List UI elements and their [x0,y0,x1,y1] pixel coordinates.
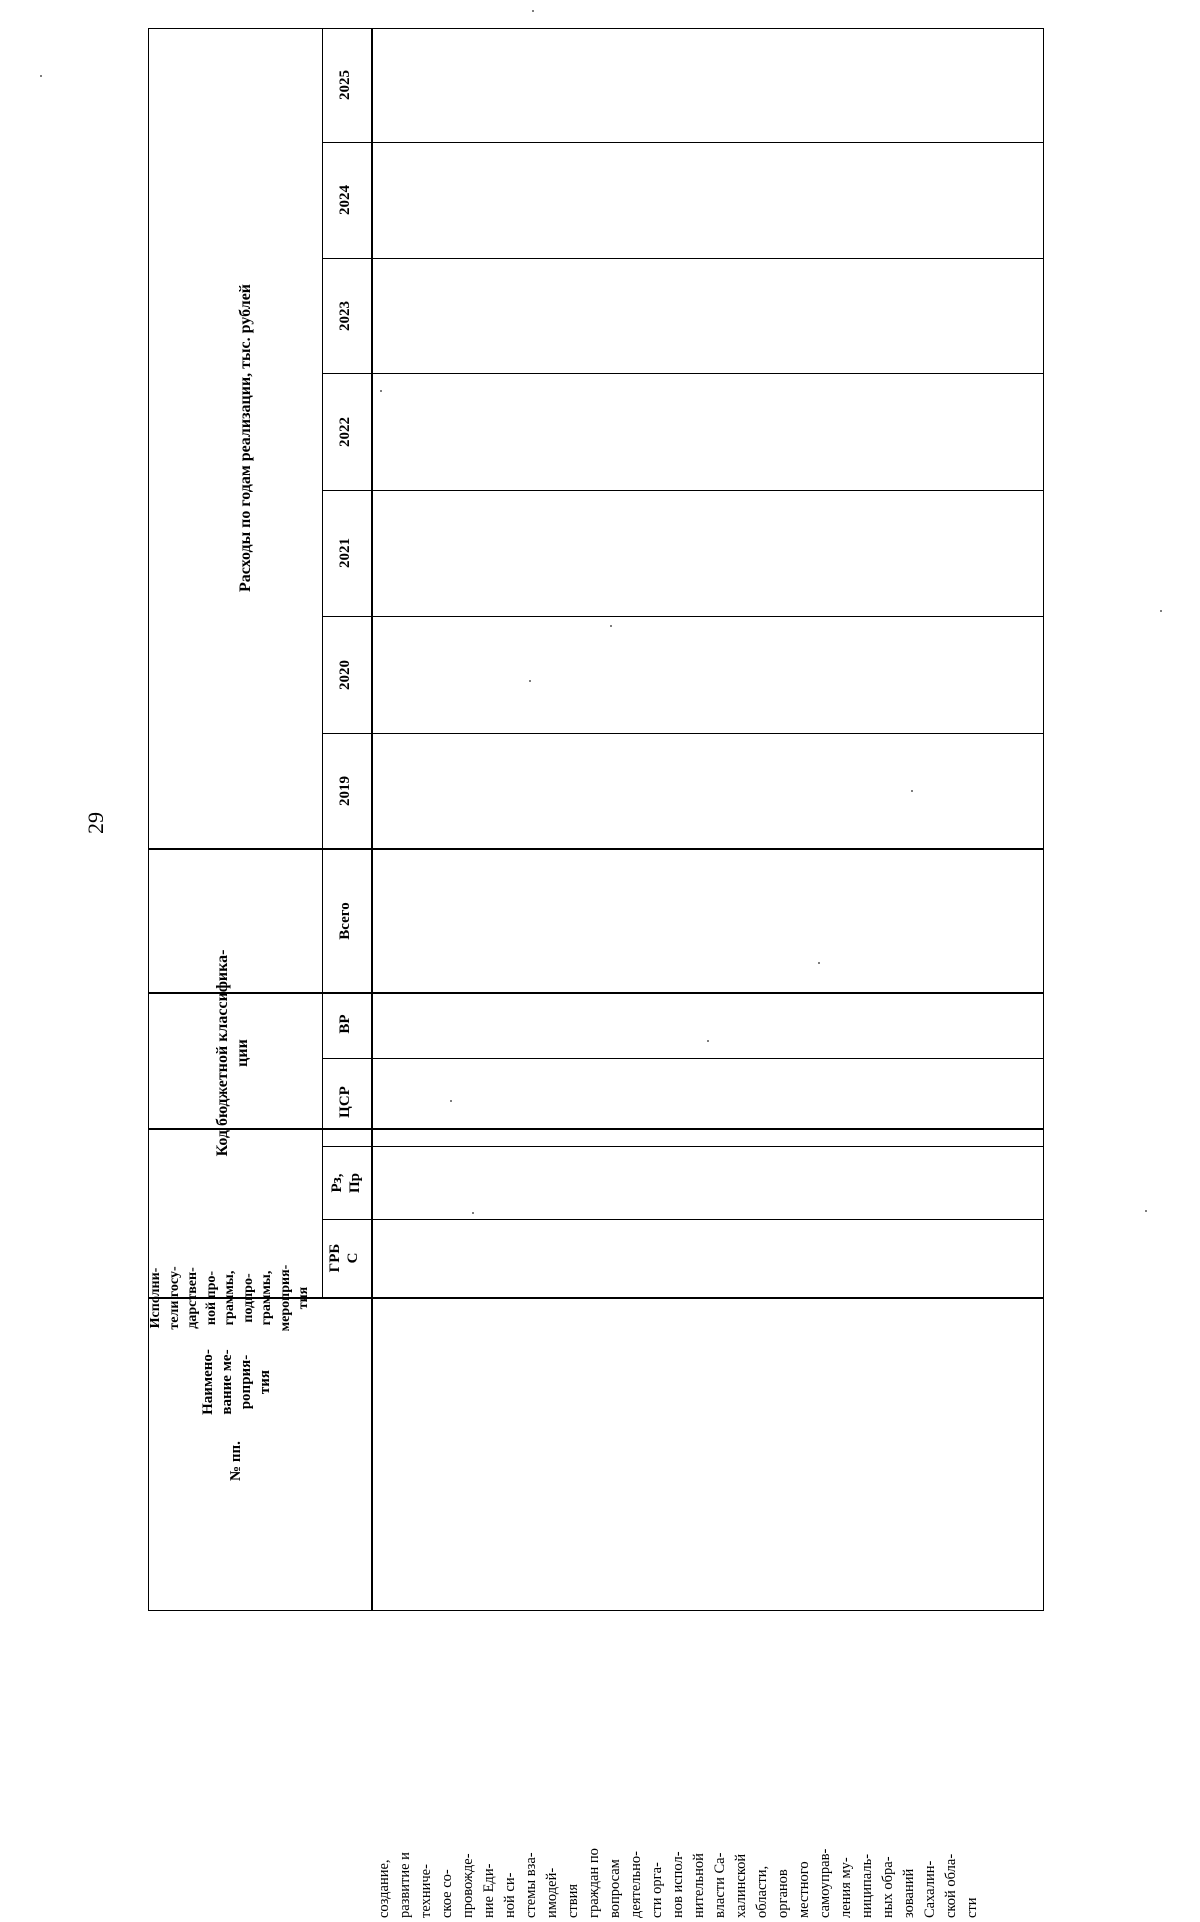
column-header-executors-line: Исполни- [148,1267,163,1329]
row-name-line: Сахалин- [922,1860,938,1918]
scan-speck [911,790,913,792]
column-header-executors-line: тия [296,1286,311,1310]
column-header-grbs: ГРБ С [327,1243,361,1273]
table-line-year [322,733,1044,734]
scan-speck [532,10,534,12]
scan-speck [610,625,612,627]
column-header-2020: 2020 [337,660,353,690]
scan-speck [818,962,820,964]
column-header-number: № пп. [228,1441,244,1481]
column-header-name-line: тия [257,1369,273,1395]
row-name-line: деятельно- [628,1851,644,1918]
row-name-line: техниче- [418,1864,434,1918]
row-name-line: ское со- [439,1869,455,1918]
scan-speck [1145,1210,1147,1212]
page-number: 29 [83,812,108,834]
row-name-line: имодей- [544,1867,560,1918]
budget-code-header-line: Код бюджетной классифика- [214,949,231,1157]
row-name-line: создание, [376,1859,392,1918]
column-header-executors-line: подпро- [240,1273,256,1323]
row-name-line: зований [901,1868,917,1918]
scan-speck [707,1040,709,1042]
expenses-header: Расходы по годам реализации, тыс. рублей [237,283,254,593]
column-header-executors-line: мероприя- [277,1264,293,1332]
scan-speck [529,680,531,682]
row-name-line: ние Еди- [481,1863,497,1918]
row-name-column [374,1302,980,1922]
row-name-line: провожде- [460,1853,476,1918]
budget-code-header-line: ции [234,1039,251,1067]
column-header-executors-line: дарствен- [185,1267,200,1329]
column-header-executors-line: граммы, [222,1270,237,1326]
row-name-line: вопросам [607,1859,623,1918]
column-header-name-line: роприя- [238,1354,254,1410]
column-header-csr: ЦСР [337,1086,353,1118]
table-line-expenses-top [148,848,1044,850]
row-name-line: граждан по [586,1848,602,1918]
column-header-executors [147,1215,319,1381]
column-header-total: Всего [337,902,353,940]
scan-speck [472,1212,474,1214]
table-line-year [322,258,1044,259]
table-line-year [322,142,1044,143]
row-name-line: власти Са- [712,1852,728,1918]
row-name-line: сти [964,1897,980,1918]
row-name-line: местного [796,1861,812,1918]
table-line-budget-top [148,992,1044,994]
scan-speck [380,390,382,392]
row-name-line: ных обра- [880,1856,896,1918]
row-name-line: сти орга- [649,1862,665,1918]
column-header-vr: ВР [337,1014,353,1034]
column-header-executors-line: граммы, [259,1270,274,1326]
row-name-line: ления му- [838,1857,854,1918]
row-name-line: ниципаль- [859,1853,875,1918]
table-line-year [322,616,1044,617]
row-name-line: ствия [565,1883,581,1918]
row-name-rotated [374,1622,994,1922]
column-header-name-line: Наимено- [200,1349,216,1415]
row-name-line: ской обла- [943,1853,959,1918]
budget-code-header [213,918,253,1188]
table-line-subheader [322,28,323,1297]
scan-speck [40,75,42,77]
column-header-executors-line: тели госу- [166,1266,182,1330]
column-header-rz-pr: Рз, Пр [329,1173,363,1194]
column-header-2019: 2019 [337,776,353,806]
column-header-name-line: вание ме- [219,1349,235,1415]
row-name-line: стемы вза- [523,1852,539,1918]
column-header-executors-line: ной про- [203,1270,219,1326]
column-header-2023: 2023 [337,301,353,331]
row-name-line: области, [754,1865,770,1918]
column-header-2022: 2022 [337,417,353,447]
table-line-executors-top [148,1128,1044,1130]
scan-speck [450,1100,452,1102]
row-name-line: халинской [733,1853,749,1918]
row-name-line: самоуправ- [817,1848,833,1918]
row-name-line: нов испол- [670,1851,686,1918]
column-header-2021: 2021 [337,538,353,568]
column-header-2024: 2024 [337,185,353,215]
scan-speck [1160,610,1162,612]
row-name-line: развитие и [397,1852,413,1918]
row-name-line: нительной [691,1853,707,1918]
table-line-year [322,373,1044,374]
row-name-line: ной си- [502,1872,518,1918]
table-line-year [322,490,1044,491]
column-header-2025: 2025 [337,70,353,100]
row-name-line: органов [775,1869,791,1918]
